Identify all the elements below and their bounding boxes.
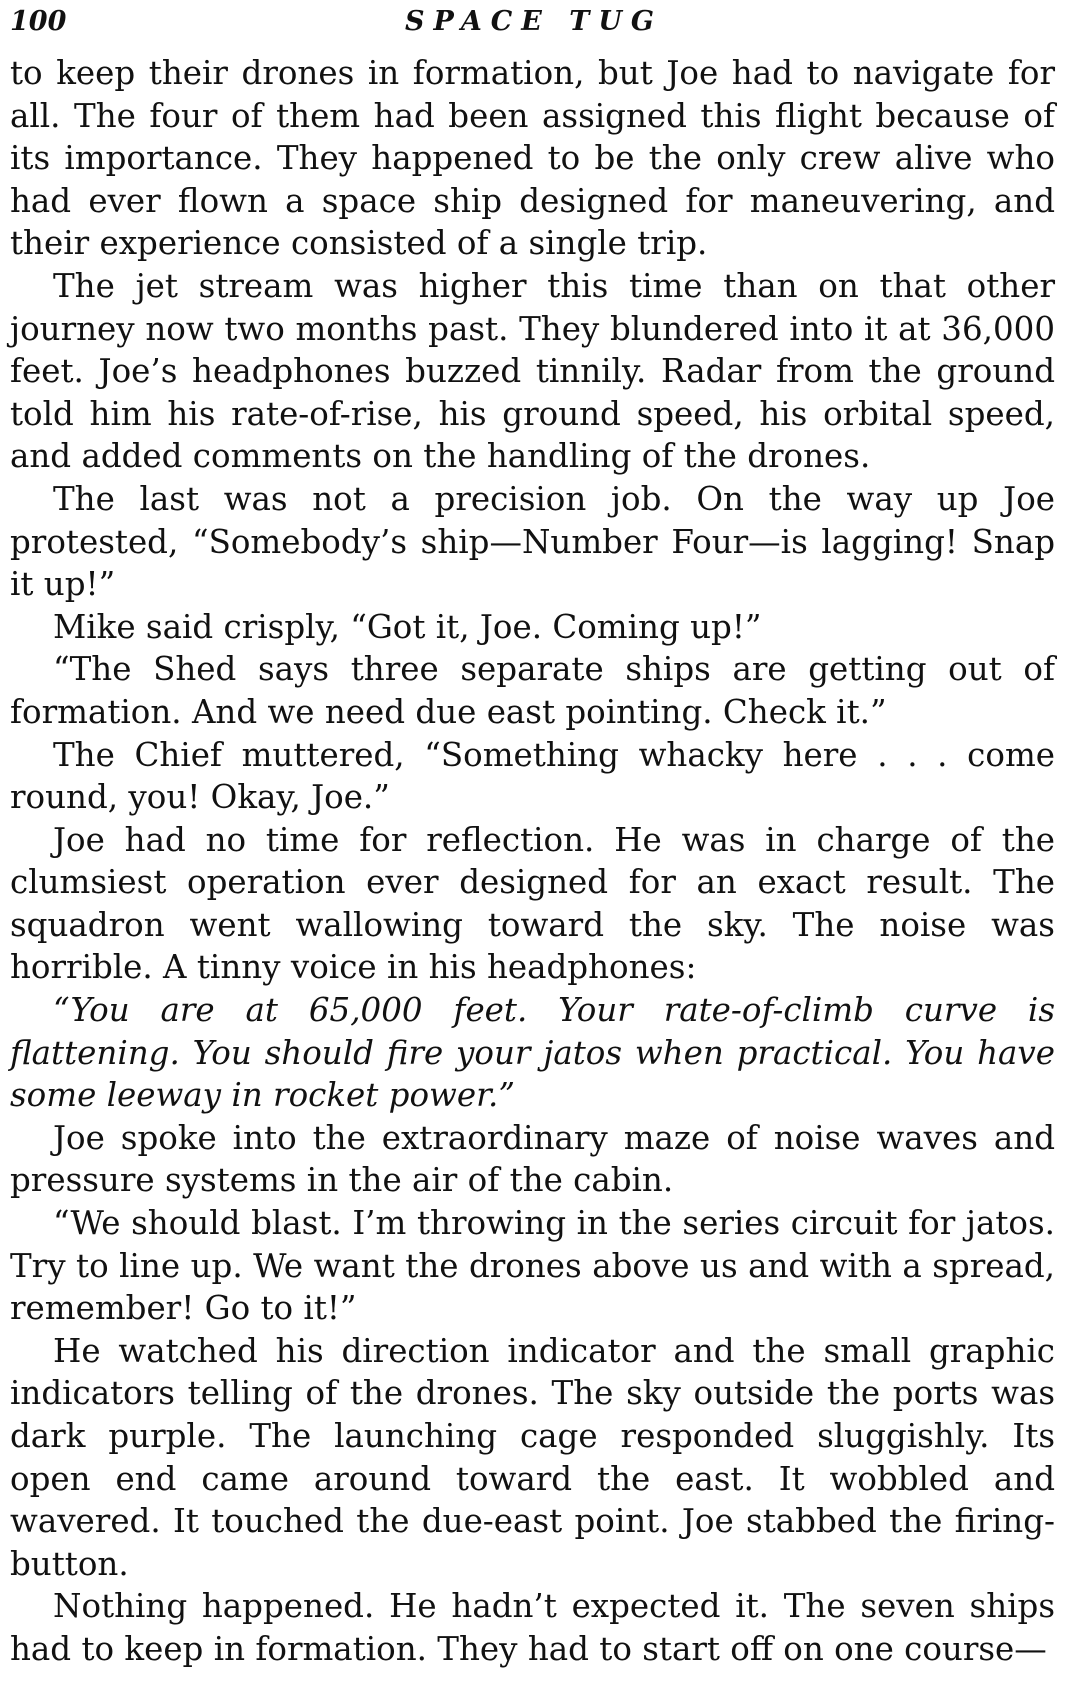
paragraph: The Chief muttered, “Something whacky here . . . come round, you! Okay, Joe.” (10, 735, 1055, 817)
paragraph: Mike said crisply, “Got it, Joe. Coming up!” (53, 607, 762, 646)
book-page (10, 0, 1055, 1699)
paragraph: “The Shed says three separate ships are getting out of formation. And we need due east pointing. Check it.” (10, 650, 1055, 731)
paragraph: The jet stream was higher this time than on that other journey now two months past. They blundered into it at 36,000 feet. Joe’s headphones buzzed tinnily. Radar from the ground told him his rate-of-rise, his ground speed, his orbital speed, and added comments on the handling of the drones. (10, 266, 1055, 476)
book-title: SPACE TUG (405, 6, 663, 37)
running-head (10, 0, 1055, 52)
paragraph: “We should blast. I’m throwing in the series circuit for jatos. Try to line up. We want the drones above us and with a spread, remember! Go to it!” (10, 1204, 1055, 1328)
paragraph: Joe had no time for reflection. He was in charge of the clumsiest operation ever designed for an exact result. The squadron went wallowing toward the sky. The noise was horrible. A tinny voice in his headphones: (10, 820, 1055, 987)
paragraph: Joe spoke into the extraordinary maze of noise waves and pressure systems in the air of the cabin. (10, 1118, 1055, 1200)
paragraph: He watched his direction indicator and the small graphic indicators telling of the drones. The sky outside the ports was dark purple. The launching cage responded sluggishly. Its open end came around toward the east. It wobbled and wavered. It touched the due-east point. Joe stabbed the firing-button. (10, 1331, 1055, 1583)
paragraph: The last was not a precision job. On the way up Joe protested, “Somebody’s ship—Number Four—is lagging! Snap it up!” (10, 479, 1055, 604)
paragraph: Nothing happened. He hadn’t expected it. The seven ships had to keep in formation. They had to start off on one course— (10, 1587, 1055, 1668)
page-number: 100 (10, 6, 67, 37)
italic-paragraph: “You are at 65,000 feet. Your rate-of-climb curve is flattening. You should fire your jatos when practical. You have some leeway in rocket power.” (10, 991, 1055, 1115)
body-text (10, 52, 1055, 1671)
paragraph: to keep their drones in formation, but Joe had to navigate for all. The four of them had been assigned this flight because of its importance. They happened to be the only crew alive who had ever flown a space ship designed for maneuvering, and their experience consisted of a single trip. (10, 54, 1055, 263)
